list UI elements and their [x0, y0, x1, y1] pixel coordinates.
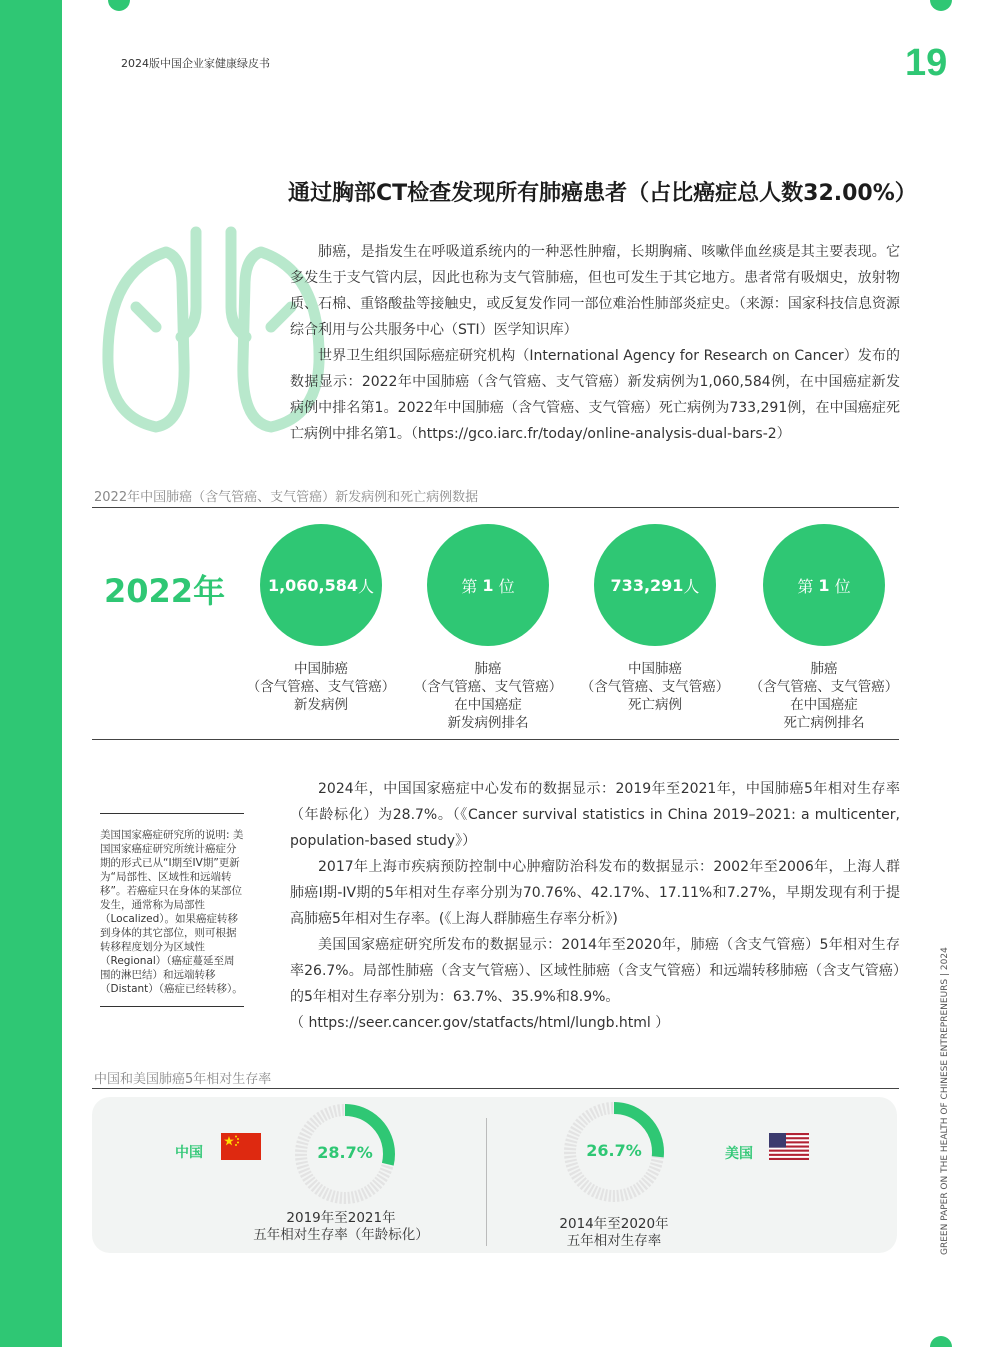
survival-para-1: 2024年，中国国家癌症中心发布的数据显示：2019年至2021年，中国肺癌5年相对生存率（年龄标化）为28.7%。（《Cancer survival statistics in China 2019–2021: a multicenter, population-based study》）	[290, 781, 900, 849]
survival-compare-panel	[92, 1097, 897, 1253]
compare-top-rule	[92, 1088, 899, 1089]
usa-flag-icon	[769, 1133, 809, 1160]
stat-circle-deaths: 733,291 人	[594, 524, 716, 646]
survival-para-4: （ https://seer.cancer.gov/statfacts/html/lungb.html ）	[290, 1015, 670, 1031]
stat-circle-death-rank: 第 1 位	[763, 524, 885, 646]
country-label-china: 中国	[175, 1145, 203, 1161]
stat-caption-new-rank: 肺癌 （含气管癌、支气管癌） 在中国癌症 新发病例排名	[413, 661, 563, 731]
survival-paragraphs	[290, 776, 900, 1036]
intro-paragraphs	[290, 239, 900, 447]
report-title: 2024版中国企业家健康绿皮书	[121, 57, 270, 70]
compare-chart-title: 中国和美国肺癌5年相对生存率	[94, 1072, 272, 1087]
corner-dot-top-right	[930, 0, 952, 11]
intro-para-2: 世界卫生组织国际癌症研究机构（International Agency for Research on Cancer）发布的数据显示：2022年中国肺癌（含气管癌、支气管癌）新发病例为1,060,584例，在中国癌症新发病例中排名第1。2022年中国肺癌（含气管癌、支气管癌）死亡病例为733,291例，在中国癌症死亡病例中排名第1。（https://gco.iarc.fr/today/online-analysis-dual-bars-2）	[290, 348, 900, 442]
stat-caption-death-rank: 肺癌 （含气管癌、支气管癌） 在中国癌症 死亡病例排名	[749, 661, 899, 731]
side-vertical-text: GREEN PAPER ON THE HEALTH OF CHINESE ENTREPRENEURS | 2024	[940, 947, 950, 1255]
survival-para-2: 2017年上海市疾病预防控制中心肿瘤防治科发布的数据显示：2002年至2006年，上海人群肺癌I期-IV期的5年相对生存率分别为70.76%、42.17%、17.11%和7.27%，早期发现有利于提高肺癌5年相对生存率。(《上海人群肺癌生存率分析》)	[290, 859, 900, 927]
stat-caption-deaths: 中国肺癌 （含气管癌、支气管癌） 死亡病例	[580, 661, 730, 713]
year-label: 2022年	[104, 572, 226, 610]
survival-para-3: 美国国家癌症研究所发布的数据显示：2014年至2020年，肺癌（含支气管癌）5年相对生存率26.7%。局部性肺癌（含支气管癌）、区域性肺癌（含支气管癌）和远端转移肺癌（含支气管癌）的5年相对生存率分别为：63.7%、35.9%和8.9%。	[290, 937, 900, 1005]
china-flag-icon	[221, 1133, 261, 1160]
stat-circle-new-cases: 1,060,584 人	[260, 524, 382, 646]
corner-dot-bottom-right	[930, 1336, 952, 1347]
compare-divider	[486, 1118, 487, 1246]
stats-top-rule	[92, 507, 899, 508]
page-number: 19	[905, 42, 948, 84]
donut-label-china: 28.7%	[317, 1143, 373, 1162]
green-side-bar	[0, 0, 62, 1347]
stats-bottom-rule	[92, 739, 899, 740]
donut-label-usa: 26.7%	[586, 1141, 642, 1160]
country-label-usa: 美国	[725, 1146, 753, 1162]
donut-caption-china: 2019年至2021年 五年相对生存率（年龄标化）	[253, 1210, 429, 1243]
stat-circle-new-rank: 第 1 位	[427, 524, 549, 646]
donut-caption-usa: 2014年至2020年 五年相对生存率	[559, 1216, 669, 1249]
stat-caption-new-cases: 中国肺癌 （含气管癌、支气管癌） 新发病例	[246, 661, 396, 713]
section-title: 通过胸部CT检查发现所有肺癌患者（占比癌症总人数32.00%）	[288, 181, 917, 206]
corner-dot-top-left	[108, 0, 130, 11]
stats-chart-title: 2022年中国肺癌（含气管癌、支气管癌）新发病例和死亡病例数据	[94, 490, 479, 505]
nci-note: 美国国家癌症研究所的说明: 美国国家癌症研究所统计癌症分期的形式已从“I期至IV期”更新为“局部性、区域性和远端转移”。若癌症只在身体的某部位发生，通常称为局部性（Localized）。如果癌症转移到身体的其它部位，则可根据转移程度划分为区域性（Regional）（癌症蔓延至周围的淋巴结）和远端转移（Distant）（癌症已经转移）。	[100, 813, 244, 1007]
intro-para-1: 肺癌，是指发生在呼吸道系统内的一种恶性肿瘤，长期胸痛、咳嗽伴血丝痰是其主要表现。它多发生于支气管内层，因此也称为支气管肺癌，但也可发生于其它地方。患者常有吸烟史，放射物质、石棉、重铬酸盐等接触史，或反复发作同一部位难治性肺部炎症史。（来源：国家科技信息资源综合利用与公共服务中心（STI）医学知识库）	[290, 244, 900, 338]
